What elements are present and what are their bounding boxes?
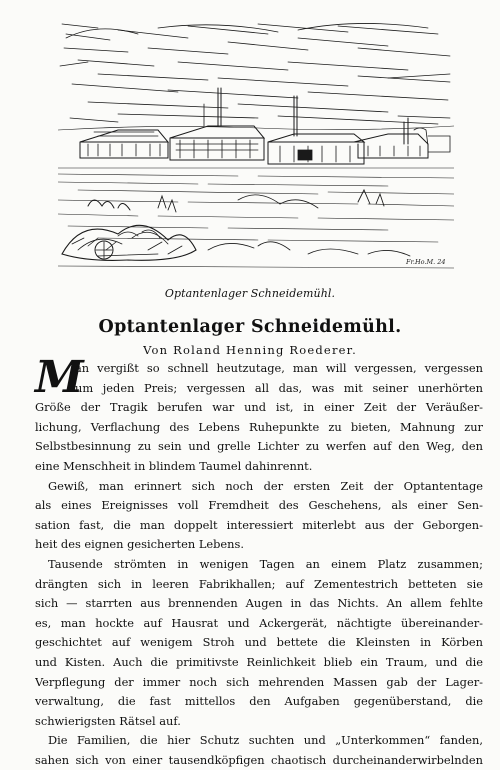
text-line: schwierigsten Rätsel auf. [35, 713, 181, 728]
sketch-drawing [58, 18, 454, 280]
camp-illustration [58, 18, 454, 280]
text-line: Gewiß, man erinnert sich noch der ersten Zeit der Optantentage [48, 478, 483, 493]
article-title: Optantenlager Schneidemühl. [98, 317, 402, 337]
drop-cap: M [35, 352, 84, 403]
text-line: Verpflegung der immer noch sich mehrenden Massen gab der Lager- [35, 674, 483, 689]
paragraph-3 [35, 555, 483, 731]
paragraph-2 [35, 477, 483, 555]
text-line: und Kisten. Auch die primitivste Reinlichkeit blieb ein Traum, und die [35, 654, 483, 669]
text-line: um jeden Preis; vergessen all das, was mit seiner unerhörten [75, 380, 483, 395]
text-line: geschichtet auf wenigem Stroh und bettete die Kleinsten in Körben [35, 635, 483, 650]
text-line: Selbstbesinnung zu sein und grelle Lichter zu werfen auf den Weg, den [35, 439, 483, 454]
paragraph-1 [35, 352, 483, 477]
text-line: drängten sich in leeren Fabrikhallen; auf Zementestrich betteten sie [35, 576, 483, 591]
text-line: heit des eignen gesicherten Lebens. [35, 537, 244, 552]
text-line: Tausende strömten in wenigen Tagen an einem Platz zusammen; [48, 556, 483, 571]
text-line: sation fast, die man doppelt interessiert miterlebt aus der Geborgen- [35, 517, 483, 532]
text-line: eine Menschheit in blindem Taumel dahinrennt. [35, 458, 313, 473]
article-body [35, 352, 483, 770]
text-line: Größe der Tragik berufen war und ist, in einer Zeit der Veräußer- [35, 400, 483, 415]
text-line: an vergißt so schnell heutzutage, man will vergessen, vergessen [75, 361, 483, 375]
text-line: sahen sich von einer tausendköpfigen chaotisch durcheinanderwirbelnden [35, 752, 483, 767]
text-line: als eines Ereignisses voll Fremdheit des Geschehens, als einer Sen- [35, 498, 483, 513]
paragraph-4 [35, 731, 483, 770]
text-line: sich — starrten aus brennenden Augen in das Nichts. An allem fehlte [35, 596, 483, 611]
illustration-caption: Optantenlager Schneidemühl. [164, 287, 336, 300]
text-line: verwaltung, die fast mittellos den Aufgaben gegenüberstand, die [35, 694, 483, 709]
article-byline: Von Roland Henning Roederer. [143, 343, 357, 357]
text-line: lichung, Verflachung des Lebens Ruhepunkte zu bieten, Mahnung zur [35, 419, 483, 434]
artist-signature: Fr.Ho.M. 24 [406, 258, 446, 266]
text-line: es, man hockte auf Hausrat und Ackergerät, nächtigte übereinander- [35, 615, 483, 630]
text-line: Die Familien, die hier Schutz suchten und „Unterkommen“ fanden, [48, 733, 483, 748]
